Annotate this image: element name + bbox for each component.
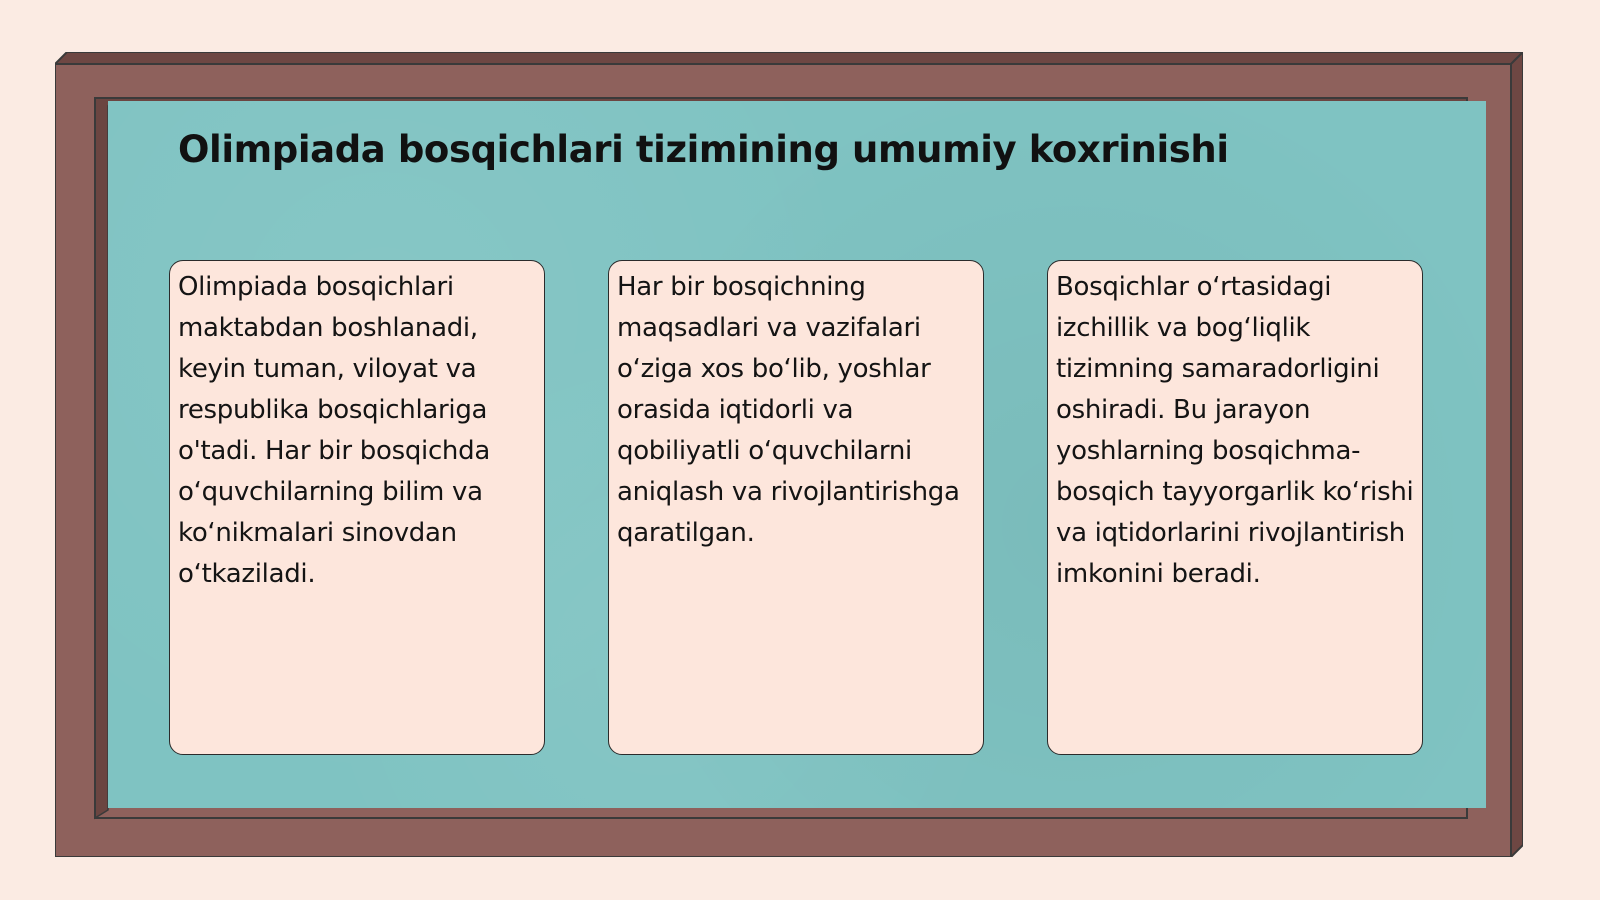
info-card-1 (169, 260, 545, 755)
info-card-2 (608, 260, 984, 755)
info-card-2-text: Har bir bosqichning maqsadlari va vazifalari o‘ziga xos bo‘lib, yoshlar orasida iqtidorli va qobiliyatli o‘quvchilarni aniqlash va rivojlantirishga qaratilgan. (617, 272, 960, 548)
info-card-3 (1047, 260, 1423, 755)
info-card-1-text: Olimpiada bosqichlari maktabdan boshlanadi, keyin tuman, viloyat va respublika bosqichlariga o'tadi. Har bir bosqichda o‘quvchilarning bilim va ko‘nikmalari sinovdan o‘tkaziladi. (178, 272, 490, 589)
info-card-3-text: Bosqichlar o‘rtasidagi izchillik va bog‘liqlik tizimning samaradorligini oshiradi. Bu jarayon yoshlarning bosqichma-bosqich tayyorgarlik ko‘rishi va iqtidorlarini rivojlantirish imkonini beradi. (1056, 272, 1414, 589)
slide-title: Olimpiada bosqichlari tizimining umumiy koxrinishi (178, 128, 1229, 171)
